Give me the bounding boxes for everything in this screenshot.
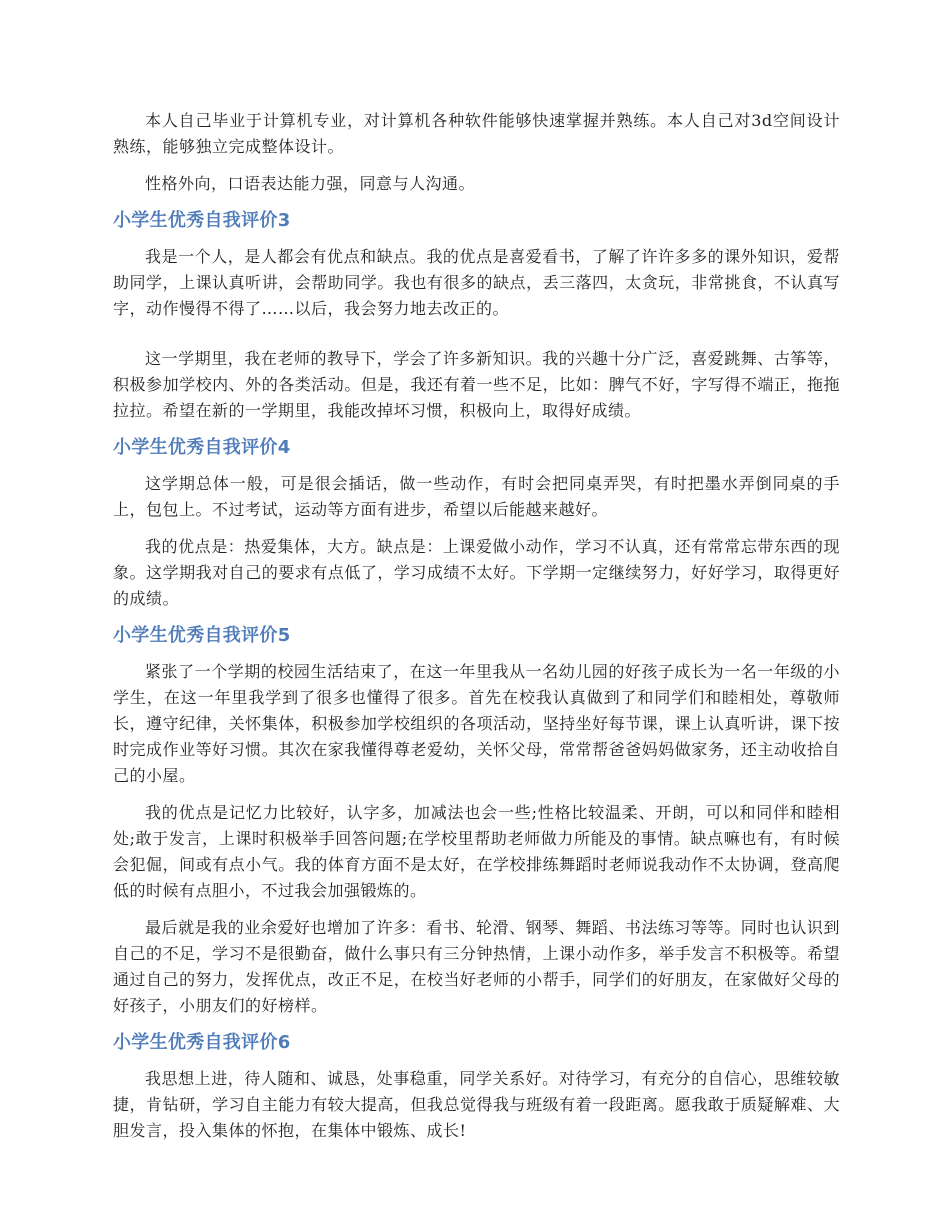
- document-page: [113, 108, 840, 1144]
- section-heading-5: 小学生优秀自我评价5: [113, 625, 291, 646]
- section-5-paragraph-2: 我的优点是记忆力比较好，认字多，加减法也会一些;性格比较温柔、开朗，可以和同伴和睦相处;敢于发言，上课时积极举手回答问题;在学校里帮助老师做力所能及的事情。缺点嘛也有，有时候会犯倔，间或有点小气。我的体育方面不是太好，在学校排练舞蹈时老师说我动作不太协调，登高爬低的时候有点胆小，不过我会加强锻炼的。: [113, 803, 840, 900]
- section-heading-6: 小学生优秀自我评价6: [113, 1032, 291, 1053]
- section-5-paragraph-1: 紧张了一个学期的校园生活结束了，在这一年里我从一名幼儿园的好孩子成长为一名一年级的小学生，在这一年里我学到了很多也懂得了很多。首先在校我认真做到了和同学们和睦相处，尊敬师长，遵守纪律，关怀集体，积极参加学校组织的各项活动，坚持坐好每节课，课上认真听讲，课下按时完成作业等好习惯。其次在家我懂得尊老爱幼，关怀父母，常常帮爸爸妈妈做家务，还主动收拾自己的小屋。: [113, 662, 840, 785]
- section-3-paragraph-2: 这一学期里，我在老师的教导下，学会了许多新知识。我的兴趣十分广泛，喜爱跳舞、古筝等，积极参加学校内、外的各类活动。但是，我还有着一些不足，比如：脾气不好，字写得不端正，拖拖拉拉。希望在新的一学期里，我能改掉坏习惯，积极向上，取得好成绩。: [113, 349, 840, 420]
- section-4-paragraph-1: 这学期总体一般，可是很会插话，做一些动作，有时会把同桌弄哭，有时把墨水弄倒同桌的手上，包包上。不过考试，运动等方面有进步，希望以后能越来越好。: [113, 474, 840, 519]
- section-heading-3: 小学生优秀自我评价3: [113, 210, 291, 231]
- section-6-paragraph-1: 我思想上进，待人随和、诚恳，处事稳重，同学关系好。对待学习，有充分的自信心，思维较敏捷，肯钻研，学习自主能力有较大提高，但我总觉得我与班级有着一段距离。愿我敢于质疑解难、大胆发言，投入集体的怀抱，在集体中锻炼、成长!: [113, 1069, 840, 1140]
- intro-paragraph-1: 本人自己毕业于计算机专业，对计算机各种软件能够快速掌握并熟练。本人自己对3d空间设计熟练，能够独立完成整体设计。: [113, 111, 840, 156]
- section-5-paragraph-3: 最后就是我的业余爱好也增加了许多：看书、轮滑、钢琴、舞蹈、书法练习等等。同时也认识到自己的不足，学习不是很勤奋，做什么事只有三分钟热情，上课小动作多，举手发言不积极等。希望通过自己的努力，发挥优点，改正不足，在校当好老师的小帮手，同学们的好朋友，在家做好父母的好孩子，小朋友们的好榜样。: [113, 918, 840, 1015]
- intro-paragraph-2: 性格外向，口语表达能力强，同意与人沟通。: [145, 174, 476, 193]
- section-3-paragraph-1: 我是一个人，是人都会有优点和缺点。我的优点是喜爱看书，了解了许许多多的课外知识，爱帮助同学，上课认真听讲，会帮助同学。我也有很多的缺点，丢三落四，太贪玩，非常挑食，不认真写字，动作慢得不得了……以后，我会努力地去改正的。: [113, 247, 840, 318]
- section-heading-4: 小学生优秀自我评价4: [113, 437, 291, 458]
- section-4-paragraph-2: 我的优点是：热爱集体，大方。缺点是：上课爱做小动作，学习不认真，还有常常忘带东西的现象。这学期我对自己的要求有点低了，学习成绩不太好。下学期一定继续努力，好好学习，取得更好的成绩。: [113, 537, 840, 608]
